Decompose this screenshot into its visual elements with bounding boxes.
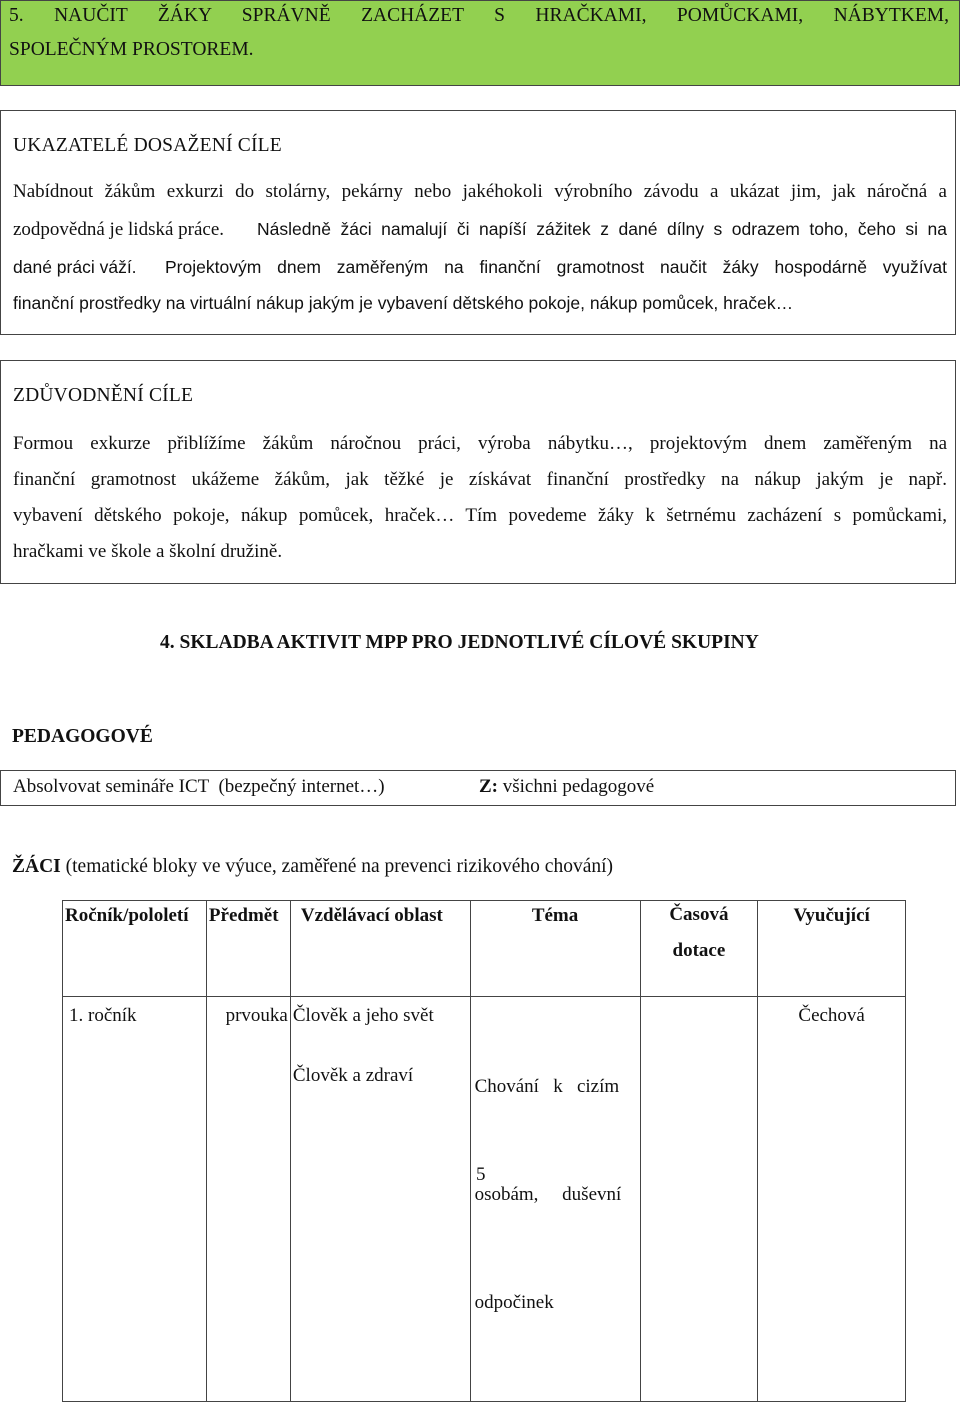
section-5-heading [0,0,960,86]
indicators-line-4: finanční prostředky na virtuální nákup jakým je vybavení dětského pokoje, nákup pomůcek, hraček… [13,293,794,313]
indicators-line-3b: Projektovým dnem zaměřeným na finanční gramotnost naučit žáky hospodárně využívat [165,257,947,277]
target-value: všichni pedagogové [498,776,655,797]
header-rocnik: Ročník/pololetí [63,901,207,997]
cell-predmet: prvouka [206,997,290,1402]
cell-vyucujici: Čechová [758,997,906,1402]
heading-line-1: 5. NAUČIT ŽÁKY SPRÁVNĚ ZACHÁZET S HRAČKAMI, POMŮCKAMI, NÁBYTKEM, [9,5,949,26]
pedagogove-activity: Absolvovat semináře ICT (bezpečný internet…) [13,776,385,797]
header-tema: Téma [470,901,640,997]
header-oblast: Vzdělávací oblast [290,901,470,997]
indicators-line-2b: Následně žáci namalují či napíší zážitek z dané dílny s odrazem toho, čeho si na [257,219,947,239]
zaci-title: ŽÁCI [12,856,61,877]
header-predmet: Předmět [206,901,290,997]
pedagogove-target [479,776,654,798]
pedagogove-title: PEDAGOGOVÉ [12,726,153,747]
cell-oblast: Člověk a jeho svět Člověk a zdraví [290,997,470,1402]
justification-line-3: vybavení dětského pokoje, nákup pomůcek, hraček… Tím povedeme žáky k šetrnému zacházení s pomůckami, [13,505,947,526]
activities-heading: 4. SKLADBA AKTIVIT MPP PRO JEDNOTLIVÉ CÍLOVÉ SKUPINY [160,632,759,653]
justification-box [0,360,956,584]
indicators-box [0,110,956,335]
table-header-row [63,901,906,997]
indicators-line-2a: zodpovědná je lidská práce. [13,219,225,240]
cell-dotace [640,997,758,1402]
justification-line-2: finanční gramotnost ukážeme žákům, jak těžké je získávat finanční prostředky na nákup jakým je např. [13,469,947,490]
justification-line-1: Formou exkurze přiblížíme žákům náročnou práci, výroba nábytku…, projektovým dnem zaměřeným na [13,433,947,454]
zaci-heading [12,856,613,878]
zaci-subtitle: (tematické bloky ve výuce, zaměřené na prevenci rizikového chování) [60,856,614,877]
pedagogove-box [0,770,956,806]
header-dotace: Časová dotace [640,901,758,997]
header-vyucujici: Vyučující [758,901,906,997]
indicators-line-3a: dané práci váží. [13,257,137,277]
student-blocks-table [62,900,906,1402]
indicators-line-1: Nabídnout žákům exkurzi do stolárny, pekárny nebo jakéhokoli výrobního závodu a ukázat jim, jak náročná a [13,181,947,202]
indicators-title: UKAZATELÉ DOSAŽENÍ CÍLE [13,135,282,156]
cell-tema: Chování k cizím osobám, duševní odpočinek [470,997,640,1402]
target-label: Z: [479,776,498,797]
page-number: 5 [476,1164,486,1185]
justification-line-4: hračkami ve škole a školní družině. [13,541,283,562]
justification-title: ZDŮVODNĚNÍ CÍLE [13,385,194,406]
cell-rocnik: 1. ročník [63,997,207,1402]
table-row [63,997,906,1402]
heading-line-2: SPOLEČNÝM PROSTOREM. [9,39,254,60]
